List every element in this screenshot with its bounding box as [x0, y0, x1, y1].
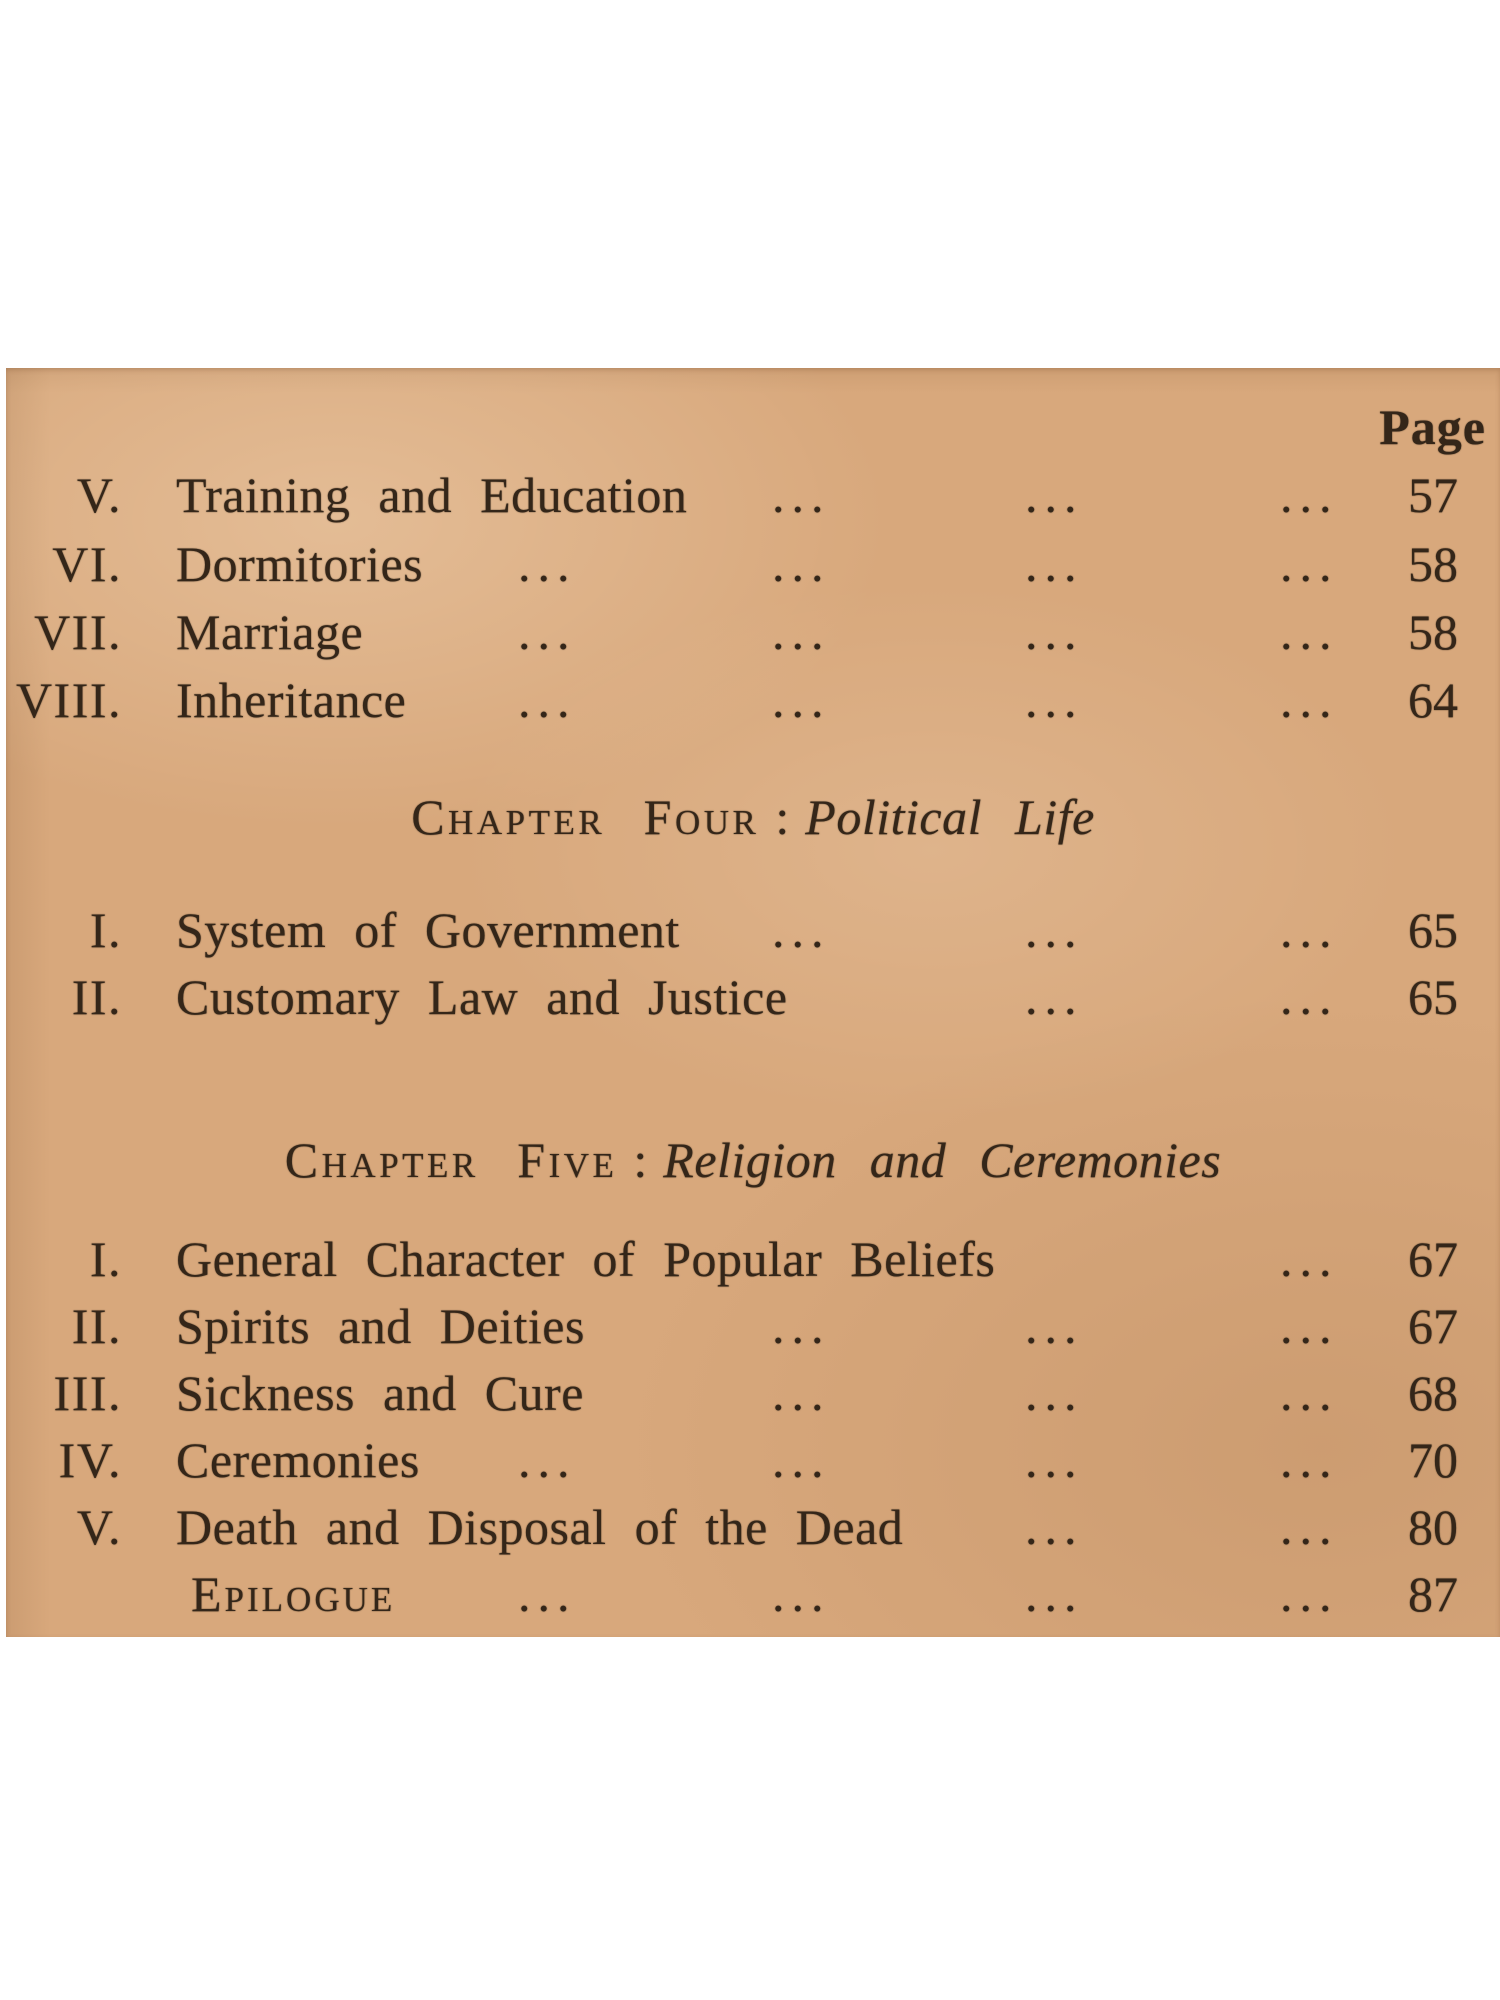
toc-entry-page-number: 70 [1408, 1432, 1458, 1488]
toc-entry-page-number: 68 [1408, 1365, 1458, 1421]
toc-entry-title: Dormitories [176, 536, 424, 592]
leader-dots: ... [772, 672, 831, 728]
toc-entry-title: Spirits and Deities [176, 1298, 585, 1354]
toc-row-dormitories [6, 530, 1500, 598]
toc-entry-title: General Character of Popular Beliefs [176, 1231, 996, 1287]
leader-dots: ... [1025, 1365, 1084, 1421]
leader-dots: ... [772, 467, 831, 523]
leader-dots: ... [1280, 1298, 1339, 1354]
toc-entry-numeral: V. [76, 1499, 122, 1555]
toc-entry-title: System of Government [176, 902, 680, 958]
toc-entry-title: Sickness and Cure [176, 1365, 584, 1421]
leader-dots: ... [1280, 536, 1339, 592]
leader-dots: ... [1280, 1499, 1339, 1555]
leader-dots: ... [772, 604, 831, 660]
leader-dots: ... [772, 1566, 831, 1622]
leader-dots: ... [518, 1566, 577, 1622]
leader-dots: ... [518, 1432, 577, 1488]
toc-row-death-and-disposal-of-the-dead [6, 1493, 1500, 1561]
leader-dots: ... [1025, 1499, 1084, 1555]
leader-dots: ... [518, 536, 577, 592]
leader-dots: ... [1280, 604, 1339, 660]
scanned-book-page [6, 368, 1500, 1637]
chapter-heading-separator: : [633, 1132, 648, 1188]
toc-entry-numeral: VI. [52, 536, 122, 592]
leader-dots: ... [1025, 604, 1084, 660]
toc-entry-page-number: 67 [1408, 1298, 1458, 1354]
toc-entry-title: Ceremonies [176, 1432, 420, 1488]
leader-dots: ... [1280, 969, 1339, 1025]
toc-row-spirits-and-deities [6, 1292, 1500, 1360]
chapter-heading-label: Chapter Five [284, 1132, 618, 1188]
leader-dots: ... [1025, 902, 1084, 958]
leader-dots: ... [772, 1298, 831, 1354]
leader-dots: ... [1025, 536, 1084, 592]
toc-entry-title: Training and Education [176, 467, 688, 523]
leader-dots: ... [1280, 1432, 1339, 1488]
chapter-five-heading [6, 1126, 1500, 1194]
toc-entry-page-number: 64 [1408, 672, 1458, 728]
toc-entry-numeral: IV. [58, 1432, 122, 1488]
toc-entry-page-number: 67 [1408, 1231, 1458, 1287]
leader-dots: ... [772, 536, 831, 592]
toc-row-ceremonies [6, 1426, 1500, 1494]
toc-entry-title: Epilogue [191, 1566, 396, 1622]
toc-row-customary-law-and-justice [6, 963, 1500, 1031]
toc-row-general-character-of-popular-beliefs [6, 1225, 1500, 1293]
toc-entry-title: Customary Law and Justice [176, 969, 788, 1025]
page-column-header: Page [1379, 399, 1486, 455]
leader-dots: ... [1025, 1298, 1084, 1354]
toc-entry-title: Inheritance [176, 672, 407, 728]
toc-entry-numeral: V. [76, 467, 122, 523]
toc-entry-numeral: VIII. [15, 672, 122, 728]
leader-dots: ... [772, 1432, 831, 1488]
toc-entry-numeral: VII. [34, 604, 122, 660]
toc-entry-numeral: III. [53, 1365, 122, 1421]
toc-entry-title: Death and Disposal of the Dead [176, 1499, 904, 1555]
toc-row-training-and-education [6, 461, 1500, 529]
toc-entry-numeral: II. [71, 1298, 122, 1354]
toc-row-epilogue [6, 1560, 1500, 1628]
chapter-four-heading [6, 783, 1500, 851]
leader-dots: ... [1025, 672, 1084, 728]
toc-entry-page-number: 65 [1408, 969, 1458, 1025]
leader-dots: ... [1280, 902, 1339, 958]
leader-dots: ... [518, 604, 577, 660]
toc-entry-numeral: I. [89, 902, 122, 958]
toc-entry-page-number: 65 [1408, 902, 1458, 958]
leader-dots: ... [1280, 1365, 1339, 1421]
chapter-heading-title: Religion and Ceremonies [663, 1132, 1222, 1188]
chapter-heading-label: Chapter Four [411, 789, 760, 845]
toc-row-system-of-government [6, 896, 1500, 964]
leader-dots: ... [1280, 467, 1339, 523]
toc-entry-page-number: 58 [1408, 536, 1458, 592]
leader-dots: ... [772, 1365, 831, 1421]
toc-entry-page-number: 87 [1408, 1566, 1458, 1622]
leader-dots: ... [1280, 1566, 1339, 1622]
toc-entry-numeral: I. [89, 1231, 122, 1287]
leader-dots: ... [772, 902, 831, 958]
leader-dots: ... [1025, 467, 1084, 523]
leader-dots: ... [1280, 1231, 1339, 1287]
leader-dots: ... [1280, 672, 1339, 728]
toc-row-inheritance [6, 666, 1500, 734]
toc-entry-numeral: II. [71, 969, 122, 1025]
leader-dots: ... [518, 672, 577, 728]
leader-dots: ... [1025, 1566, 1084, 1622]
toc-row-marriage [6, 598, 1500, 666]
toc-entry-page-number: 57 [1408, 467, 1458, 523]
chapter-heading-separator: : [775, 789, 790, 845]
toc-entry-title: Marriage [176, 604, 364, 660]
leader-dots: ... [1025, 969, 1084, 1025]
toc-entry-page-number: 58 [1408, 604, 1458, 660]
chapter-heading-title: Political Life [805, 789, 1095, 845]
leader-dots: ... [1025, 1432, 1084, 1488]
toc-entry-page-number: 80 [1408, 1499, 1458, 1555]
toc-row-sickness-and-cure [6, 1359, 1500, 1427]
